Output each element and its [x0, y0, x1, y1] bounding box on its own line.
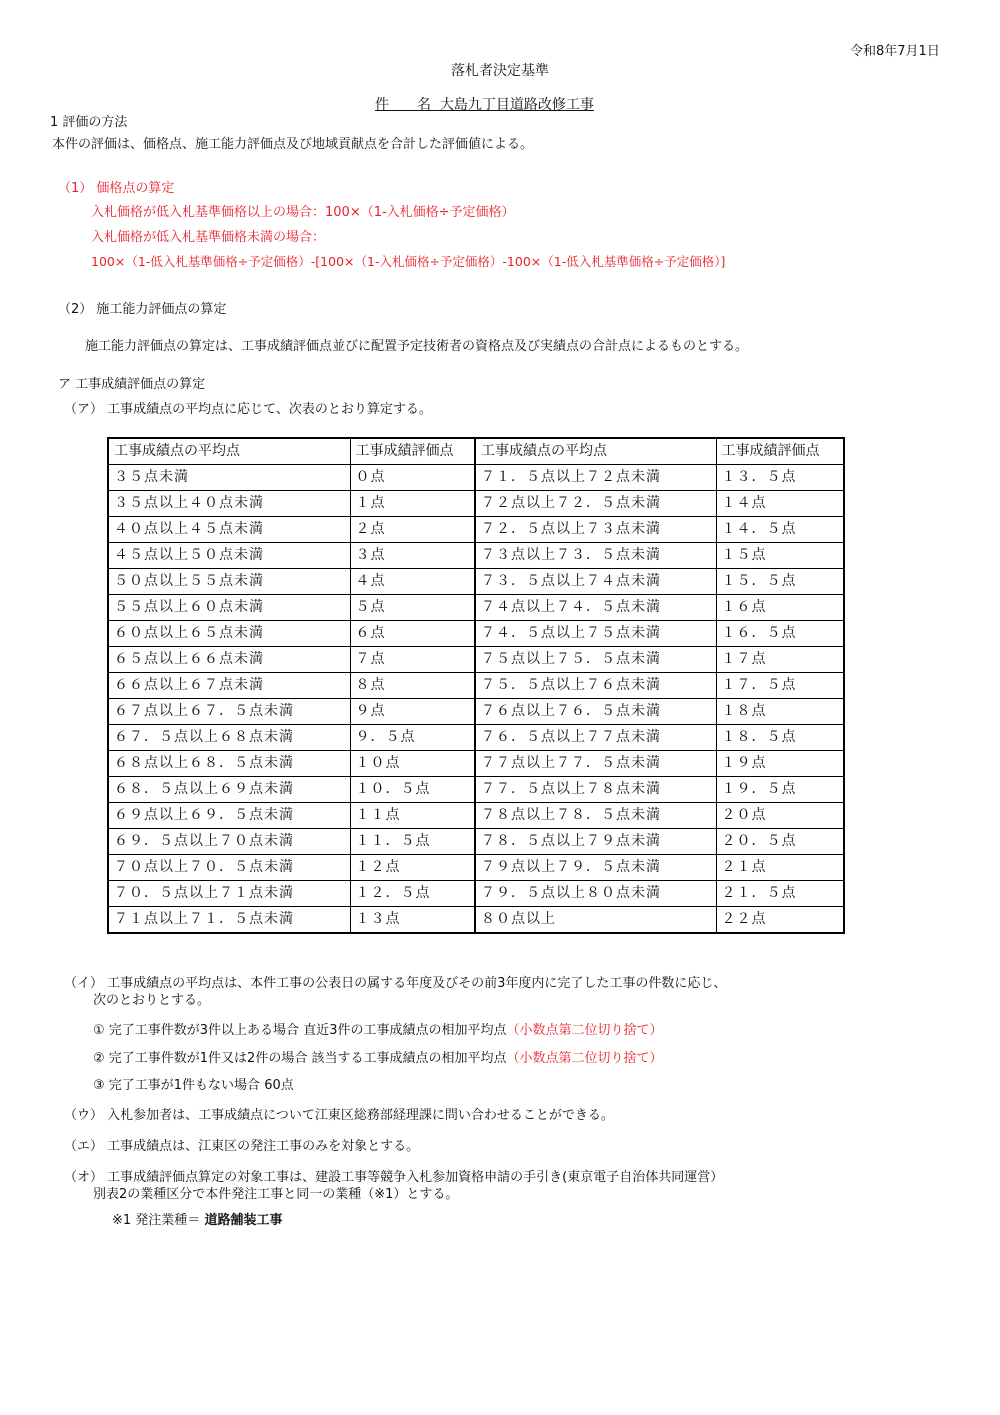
table-cell: １４．５点 [716, 517, 844, 543]
table-cell: １４点 [716, 491, 844, 517]
table-cell: ２０点 [716, 803, 844, 829]
table-row [108, 699, 844, 725]
table-row [108, 673, 844, 699]
sub-heading-a1: （ア） 工事成績点の平均点に応じて、次表のとおり算定する。 [64, 402, 432, 417]
table-cell: １３．５点 [716, 465, 844, 491]
document-title: 落札者決定基準 [451, 63, 549, 79]
price-formula-3: 100×（1-低入札基準価格÷予定価格）-[100×（1-入札価格÷予定価格）-100×（1-低入札基準価格÷予定価格）] [91, 254, 726, 269]
table-row [108, 751, 844, 777]
table-row [108, 569, 844, 595]
table-cell: １０点 [350, 751, 475, 777]
table-cell: ７５点以上７５．５点未満 [475, 647, 716, 673]
note-e: （エ） 工事成績点は、江東区の発注工事のみを対象とする。 [64, 1139, 420, 1154]
table-cell: １５．５点 [716, 569, 844, 595]
table-cell: １０．５点 [350, 777, 475, 803]
table-cell: ７８点以上７８．５点未満 [475, 803, 716, 829]
table-cell: ７点 [350, 647, 475, 673]
table-cell: １１点 [350, 803, 475, 829]
table-row [108, 621, 844, 647]
capability-heading: （2） 施工能力評価点の算定 [58, 302, 227, 317]
table-cell: ７１点以上７１．５点未満 [108, 907, 350, 934]
section-heading: 1 評価の方法 [50, 115, 128, 130]
table-row [108, 491, 844, 517]
table-cell: １８点 [716, 699, 844, 725]
table-cell: ６９．５点以上７０点未満 [108, 829, 350, 855]
table-cell: １２．５点 [350, 881, 475, 907]
table-cell: ６５点以上６６点未満 [108, 647, 350, 673]
table-cell: ７４点以上７４．５点未満 [475, 595, 716, 621]
section-intro: 本件の評価は、価格点、施工能力評価点及び地域貢献点を合計した評価値による。 [52, 137, 534, 152]
table-cell: １６点 [716, 595, 844, 621]
condition-2 [93, 1050, 662, 1068]
subject-label: 件 名 [375, 97, 431, 113]
note-o-line-2: 別表2の業種区分で本件発注工事と同一の業種（※1）とする。 [93, 1187, 459, 1202]
table-cell: １９点 [716, 751, 844, 777]
table-cell: ３５点以上４０点未満 [108, 491, 350, 517]
table-cell: ７３点以上７３．５点未満 [475, 543, 716, 569]
table-row [108, 725, 844, 751]
table-cell: ７５．５点以上７６点未満 [475, 673, 716, 699]
table-cell: ２０．５点 [716, 829, 844, 855]
table-cell: ６９点以上６９．５点未満 [108, 803, 350, 829]
table-cell: ７２点以上７２．５点未満 [475, 491, 716, 517]
table-cell: ９点 [350, 699, 475, 725]
table-cell: ２１．５点 [716, 881, 844, 907]
table-cell: ６０点以上６５点未満 [108, 621, 350, 647]
note-u: （ウ） 入札参加者は、工事成績点について江東区総務部経理課に問い合わせることができる。 [64, 1108, 614, 1123]
condition-1 [93, 1022, 662, 1040]
table-cell: ３点 [350, 543, 475, 569]
table-cell: ６７．５点以上６８点未満 [108, 725, 350, 751]
table-cell: ８点 [350, 673, 475, 699]
table-header-cell: 工事成績点の平均点 [475, 438, 716, 465]
table-row [108, 647, 844, 673]
table-cell: １３点 [350, 907, 475, 934]
condition-2-rounding: （小数点第二位切り捨て） [506, 1051, 663, 1066]
table-cell: １２点 [350, 855, 475, 881]
table-cell: ４０点以上４５点未満 [108, 517, 350, 543]
sub-heading-a: ア 工事成績評価点の算定 [58, 377, 206, 392]
table-cell: ２１点 [716, 855, 844, 881]
table-cell: ２点 [350, 517, 475, 543]
table-cell: ６６点以上６７点未満 [108, 673, 350, 699]
table-cell: ７６点以上７６．５点未満 [475, 699, 716, 725]
footnote-label: ※1 発注業種＝ [112, 1213, 201, 1228]
table-row [108, 881, 844, 907]
table-cell: ６点 [350, 621, 475, 647]
table-row [108, 595, 844, 621]
table-cell: ７０．５点以上７１点未満 [108, 881, 350, 907]
table-row [108, 777, 844, 803]
table-cell: ７０点以上７０．５点未満 [108, 855, 350, 881]
table-header-cell: 工事成績点の平均点 [108, 438, 350, 465]
table-cell: ７３．５点以上７４点未満 [475, 569, 716, 595]
table-cell: ６８．５点以上６９点未満 [108, 777, 350, 803]
table-row [108, 517, 844, 543]
table-cell: ５５点以上６０点未満 [108, 595, 350, 621]
table-row [108, 803, 844, 829]
score-table [107, 437, 845, 934]
note-i-line-2: 次のとおりとする。 [93, 993, 211, 1008]
table-cell: ７６．５点以上７７点未満 [475, 725, 716, 751]
table-cell: ７９点以上７９．５点未満 [475, 855, 716, 881]
table-cell: ４５点以上５０点未満 [108, 543, 350, 569]
note-o-line-1: （オ） 工事成績評価点算定の対象工事は、建設工事等競争入札参加資格申請の手引き(東京電子自治体共同運営） [64, 1170, 724, 1185]
table-row [108, 829, 844, 855]
table-row [108, 855, 844, 881]
table-cell: １１．５点 [350, 829, 475, 855]
footnote-value: 道路舗装工事 [204, 1213, 283, 1228]
capability-description: 施工能力評価点の算定は、工事成績評価点並びに配置予定技術者の資格点及び実績点の合計点によるものとする。 [85, 339, 749, 354]
price-formula-2: 入札価格が低入札基準価格未満の場合： [91, 230, 326, 245]
table-cell: １８．５点 [716, 725, 844, 751]
condition-1-rounding: （小数点第二位切り捨て） [506, 1023, 663, 1038]
table-cell: １５点 [716, 543, 844, 569]
table-cell: ７４．５点以上７５点未満 [475, 621, 716, 647]
table-row [108, 907, 844, 934]
table-cell: ８０点以上 [475, 907, 716, 934]
table-cell: １６．５点 [716, 621, 844, 647]
condition-3: ③ 完了工事が1件もない場合 60点 [93, 1078, 294, 1093]
condition-1-text: ① 完了工事件数が3件以上ある場合 直近3件の工事成績点の相加平均点 [93, 1023, 507, 1038]
table-cell: ５点 [350, 595, 475, 621]
table-cell: ７９．５点以上８０点未満 [475, 881, 716, 907]
price-heading: （1） 価格点の算定 [58, 181, 175, 196]
table-cell: ７７点以上７７．５点未満 [475, 751, 716, 777]
table-row [108, 465, 844, 491]
table-cell: ７１．５点以上７２点未満 [475, 465, 716, 491]
table-cell: ７２．５点以上７３点未満 [475, 517, 716, 543]
table-cell: １９．５点 [716, 777, 844, 803]
note-i-line-1: （イ） 工事成績点の平均点は、本件工事の公表日の属する年度及びその前3年度内に完了した工事の件数に応じ、 [64, 976, 727, 991]
table-cell: ３５点未満 [108, 465, 350, 491]
table-cell: ６８点以上６８．５点未満 [108, 751, 350, 777]
table-header-cell: 工事成績評価点 [350, 438, 475, 465]
table-cell: ７７．５点以上７８点未満 [475, 777, 716, 803]
table-cell: ６７点以上６７．５点未満 [108, 699, 350, 725]
footnote [112, 1212, 282, 1230]
table-cell: １点 [350, 491, 475, 517]
document-date: 令和8年7月1日 [850, 44, 940, 59]
table-cell: ９．５点 [350, 725, 475, 751]
table-header-row [108, 438, 844, 465]
table-cell: ０点 [350, 465, 475, 491]
subject-name: 大島九丁目道路改修工事 [439, 97, 594, 113]
table-cell: １７．５点 [716, 673, 844, 699]
table-cell: ２２点 [716, 907, 844, 934]
table-cell: ７８．５点以上７９点未満 [475, 829, 716, 855]
price-formula-1: 入札価格が低入札基準価格以上の場合：100×（1-入札価格÷予定価格） [91, 205, 515, 220]
table-row [108, 543, 844, 569]
condition-2-text: ② 完了工事件数が1件又は2件の場合 該当する工事成績点の相加平均点 [93, 1051, 507, 1066]
table-cell: ５０点以上５５点未満 [108, 569, 350, 595]
table-cell: １７点 [716, 647, 844, 673]
subject-line [375, 96, 594, 114]
table-cell: ４点 [350, 569, 475, 595]
table-header-cell: 工事成績評価点 [716, 438, 844, 465]
